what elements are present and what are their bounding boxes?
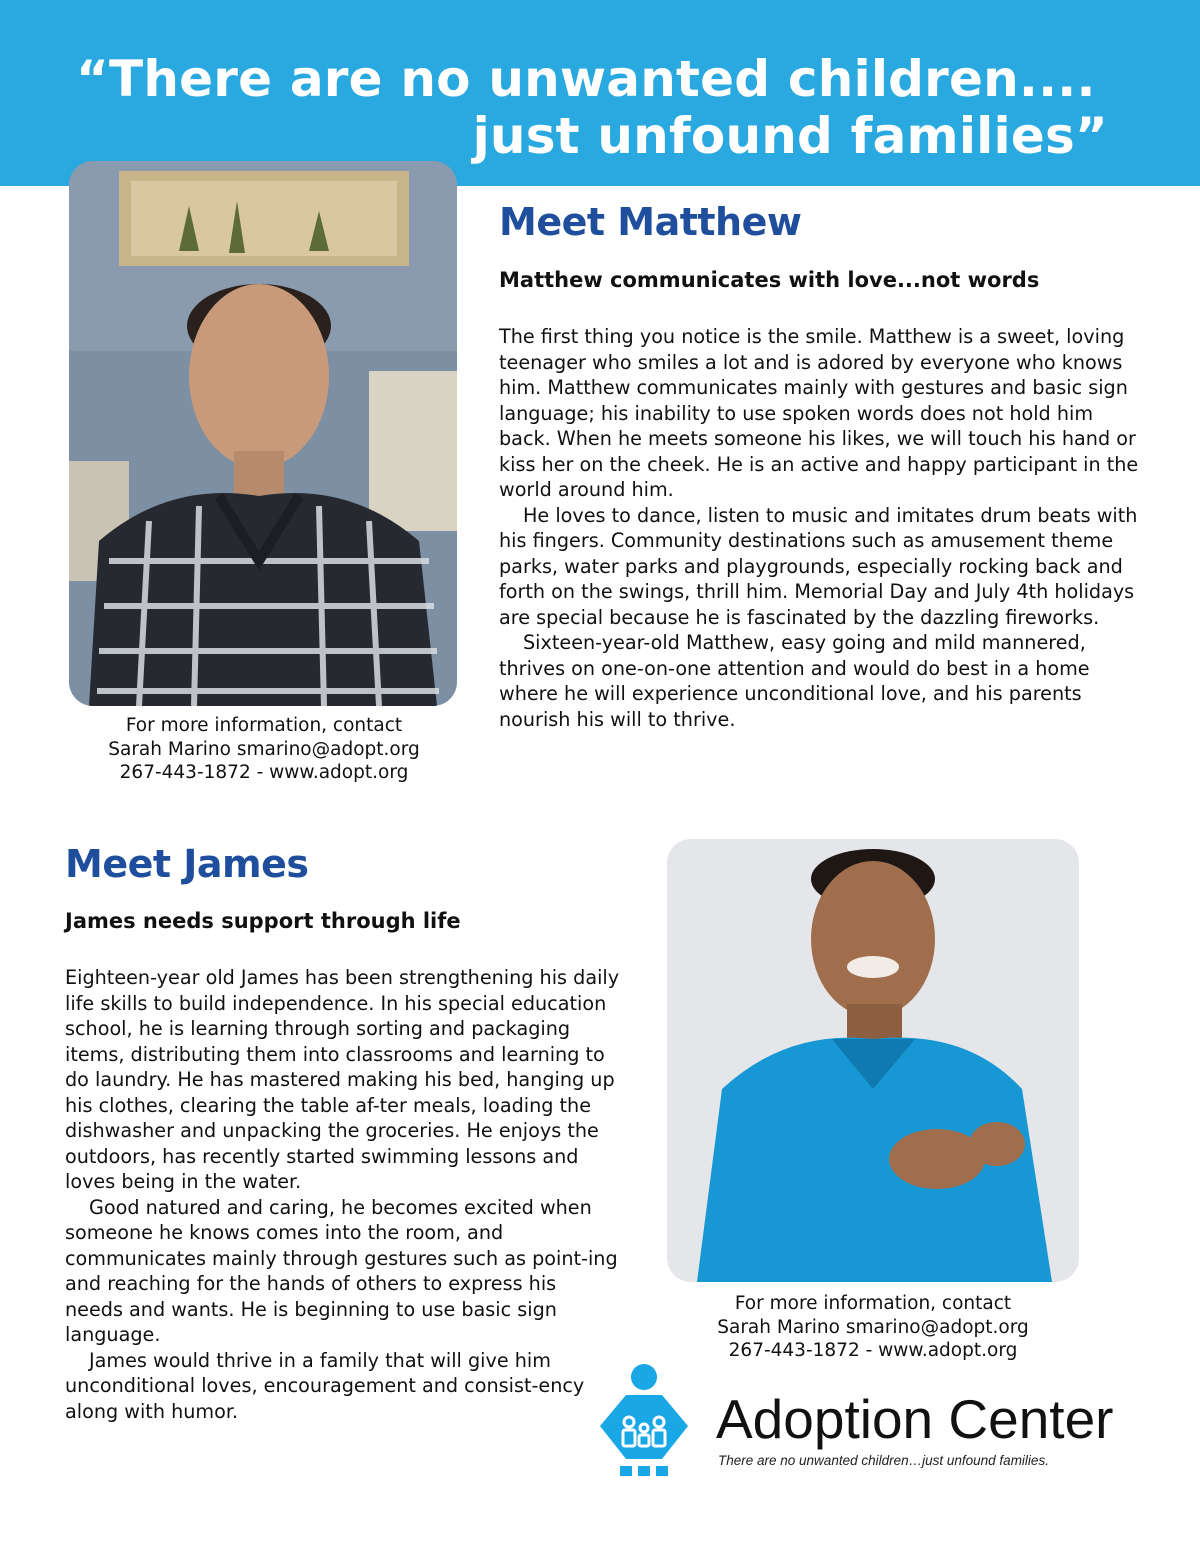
- banner-quote-line-2: just unfound families”: [472, 107, 1108, 165]
- contact-name-email: Sarah Marino smarino@adopt.org: [717, 1316, 1029, 1338]
- matthew-bio: [499, 324, 1139, 732]
- organization-tagline: There are no unwanted children…just unfound families.: [718, 1453, 1049, 1468]
- contact-phone-web: 267-443-1872 - www.adopt.org: [728, 1340, 1018, 1361]
- matthew-bio-paragraph: He loves to dance, listen to music and imitates drum beats with his fingers. Community destinations such as amusement theme parks, water parks and playgrounds, especially rocking back and forth on the swings, thrill him. Memorial Day and July 4th holidays are special because he is fascinated by the dazzling fireworks.: [499, 503, 1138, 629]
- matthew-bio-paragraph: Sixteen-year-old Matthew, easy going and mild mannered, thrives on one-on-one attention and would do best in a home where he will experience unconditional love, and his parents nourish his will to thrive.: [499, 631, 1090, 731]
- matthew-subheading: Matthew communicates with love...not words: [499, 268, 1040, 292]
- contact-phone-web: 267-443-1872 - www.adopt.org: [119, 762, 409, 783]
- banner-quote-line-1: “There are no unwanted children....: [76, 50, 1096, 108]
- matthew-bio-paragraph: The first thing you notice is the smile. Matthew is a sweet, loving teenager who smiles a lot and is adored by everyone who knows him. Matthew communicates mainly with gestures and basic sign language; his inability to use spoken words does not hold him back. When he meets someone his likes, we will touch his hand or kiss her on the cheek. He is an active and happy participant in the world around him.: [499, 325, 1139, 501]
- matthew-photo: [69, 161, 457, 706]
- contact-name-email: Sarah Marino smarino@adopt.org: [108, 738, 420, 760]
- james-bio: [65, 965, 620, 1424]
- james-contact: [673, 1292, 1073, 1363]
- contact-intro: For more information, contact: [734, 1293, 1012, 1314]
- james-bio-paragraph: James would thrive in a family that will give him unconditional loves, encouragement and consist-ency along with humor.: [65, 1348, 585, 1423]
- matthew-heading: Meet Matthew: [499, 200, 802, 244]
- james-subheading: James needs support through life: [65, 909, 461, 933]
- matthew-contact: [64, 714, 464, 785]
- organization-name: Adoption Center: [716, 1388, 1114, 1450]
- james-bio-paragraph: Eighteen-year old James has been strengthening his daily life skills to build independence. In his special education school, he is learning through sorting and packaging items, distributing them into classrooms and learning to do laundry. He has mastered making his bed, hanging up his clothes, clearing the table af-ter meals, loading the dishwasher and unpacking the groceries. He enjoys the outdoors, has recently started swimming lessons and loves being in the water.: [65, 966, 620, 1193]
- james-heading: Meet James: [65, 842, 309, 886]
- contact-intro: For more information, contact: [125, 715, 403, 736]
- james-bio-paragraph: Good natured and caring, he becomes excited when someone he knows comes into the room, and communicates mainly through gestures such as point-ing and reaching for the hands of others to express his needs and wants. He is beginning to use basic sign language.: [65, 1195, 618, 1346]
- quote-banner: [0, 0, 1200, 186]
- adoption-center-logo-icon: [596, 1364, 692, 1482]
- james-photo: [667, 839, 1079, 1282]
